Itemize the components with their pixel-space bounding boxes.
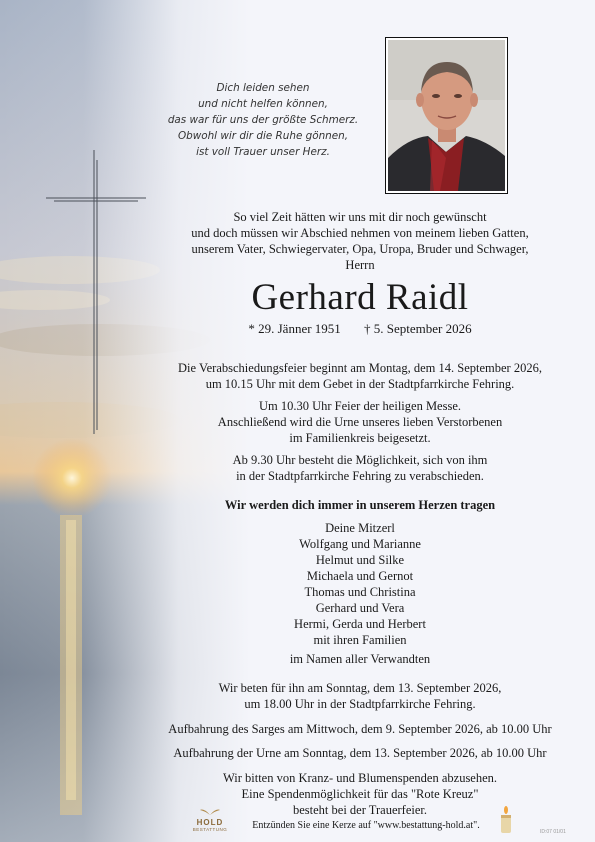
intro-line: Herrn: [345, 258, 375, 272]
logo-subtitle: BESTATTUNG: [192, 827, 228, 832]
prayer-line: um 18.00 Uhr in der Stadtpfarrkirche Fehring.: [244, 697, 476, 711]
candle-icon[interactable]: [496, 806, 516, 834]
funeral-home-logo: [190, 806, 230, 832]
goodbye-line: in der Stadtpfarrkirche Fehring zu verabschieden.: [236, 469, 484, 483]
footer-code: ID:07 01/01: [540, 829, 566, 835]
life-dates: [160, 321, 560, 337]
intro-line: unserem Vater, Schwiegervater, Opa, Uropa, Bruder und Schwager,: [191, 242, 529, 256]
poem: [158, 80, 368, 160]
poem-line: Obwohl wir dir die Ruhe gönnen,: [177, 130, 349, 142]
family-member: Wolfgang und Marianne: [299, 537, 421, 551]
portrait-photo: [385, 37, 508, 194]
family-list: [150, 520, 570, 648]
farewell-line: um 10.15 Uhr mit dem Gebet in der Stadtpfarrkirche Fehring.: [205, 377, 515, 391]
wings-icon: [200, 806, 220, 816]
poem-line: und nicht helfen können,: [198, 98, 328, 110]
cross-icon: [40, 148, 150, 438]
intro-line: und doch müssen wir Abschied nehmen von meinem lieben Gatten,: [191, 226, 529, 240]
motto: Wir werden dich immer in unserem Herzen tragen: [224, 498, 496, 512]
family-member: Thomas und Christina: [304, 585, 416, 599]
donation-line: Wir bitten von Kranz- und Blumenspenden abzusehen.: [222, 771, 498, 785]
prayer-line: Wir beten für ihn am Sonntag, dem 13. September 2026,: [218, 681, 502, 695]
mass-line: im Familienkreis beigesetzt.: [289, 431, 431, 445]
death-date: † 5. September 2026: [364, 321, 472, 336]
mass-info: [150, 398, 570, 446]
intro-text: [160, 209, 560, 273]
mass-line: Um 10.30 Uhr Feier der heiligen Messe.: [258, 399, 462, 413]
deceased-name: Gerhard Raidl: [251, 277, 469, 318]
family-member: Michaela und Gernot: [306, 569, 414, 583]
farewell-line: Die Verabschiedungsfeier beginnt am Montag, dem 14. September 2026,: [178, 361, 542, 375]
family-member: Hermi, Gerda und Herbert: [294, 617, 426, 631]
family-member: Helmut und Silke: [315, 553, 405, 567]
viewing-urn: Aufbahrung der Urne am Sonntag, dem 13. September 2026, ab 10.00 Uhr: [173, 746, 547, 760]
family-member: Gerhard und Vera: [315, 601, 405, 615]
goodbye-info: [150, 452, 570, 484]
farewell-ceremony: [150, 360, 570, 392]
birth-date: * 29. Jänner 1951: [248, 321, 341, 336]
poem-line: Dich leiden sehen: [216, 82, 310, 94]
family-member: mit ihren Familien: [313, 633, 407, 647]
mass-line: Anschließend wird die Urne unseres lieben Verstorbenen: [217, 415, 503, 429]
prayer-info: [150, 680, 570, 712]
viewing-coffin: Aufbahrung des Sarges am Mittwoch, dem 9. September 2026, ab 10.00 Uhr: [168, 722, 552, 736]
logo-name: HOLD: [196, 818, 224, 827]
intro-line: So viel Zeit hätten wir uns mit dir noch gewünscht: [233, 210, 487, 224]
family-member: Deine Mitzerl: [325, 521, 395, 535]
candle-website-note: Entzünden Sie eine Kerze auf "www.bestattung-hold.at".: [252, 820, 480, 831]
goodbye-line: Ab 9.30 Uhr besteht die Möglichkeit, sich von ihm: [232, 453, 488, 467]
poem-line: das war für uns der größte Schmerz.: [167, 114, 359, 126]
donation-line: besteht bei der Trauerfeier.: [293, 803, 427, 817]
donation-line: Eine Spendenmöglichkeit für das "Rote Kreuz": [241, 787, 479, 801]
relatives-note: im Namen aller Verwandten: [289, 652, 431, 666]
poem-line: ist voll Trauer unser Herz.: [196, 146, 330, 158]
